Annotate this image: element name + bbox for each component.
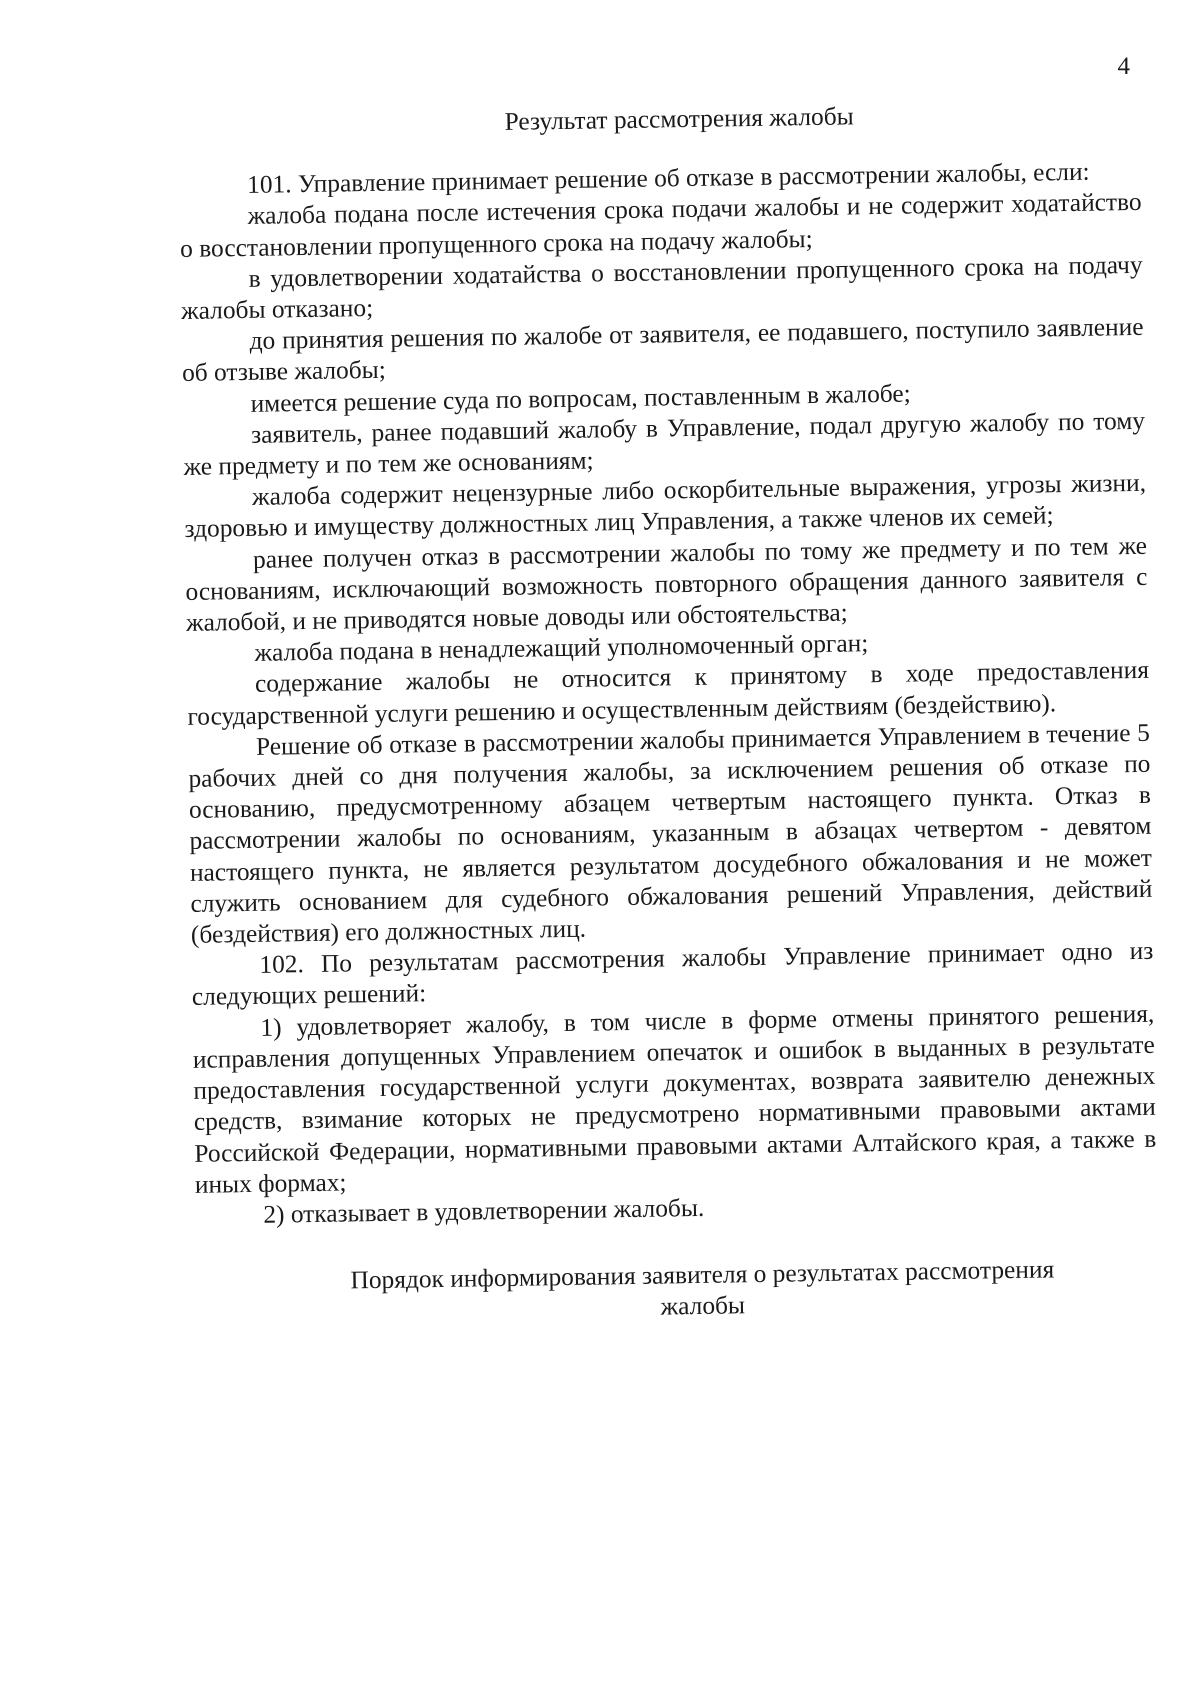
paragraph-ground-withdrawal: до принятия решения по жалобе от заявителя, ее подавшего, поступило заявление об отзыве жалобы; — [181, 313, 1144, 388]
section-heading-result: Результат рассмотрения жалобы — [504, 102, 854, 136]
page-number: 4 — [1117, 53, 1130, 80]
paragraph-ground-petition-denied: в удовлетворении ходатайства о восстановлении пропущенного срока на подачу жалобы отказано; — [180, 250, 1143, 325]
document-body — [178, 97, 1159, 1330]
paragraph-ground-duplicate: заявитель, ранее подавший жалобу в Управление, подал другую жалобу по тому же предмету и по тем же основаниям; — [183, 406, 1146, 481]
paragraph-ground-deadline: жалоба подана после истечения срока подачи жалобы и не содержит ходатайство о восстановлении пропущенного срока на подачу жалобы; — [179, 188, 1142, 263]
paragraph-102-intro: 102. По результатам рассмотрения жалобы Управление принимает одно из следующих решений: — [191, 937, 1154, 1012]
section-heading-informing-line2: жалобы — [660, 1291, 746, 1321]
section-heading-informing-line1: Порядок информирования заявителя о результатах рассмотрения — [350, 1255, 1055, 1295]
paragraph-ground-court-decision: имеется решение суда по вопросам, поставленным в жалобе; — [250, 379, 911, 418]
paragraph-decision-satisfy: 1) удовлетворяет жалобу, в том числе в форме отмены принятого решения, исправления допущенных Управлением опечаток и ошибок в выданных в результате предоставления государственной услуги документах, возврата заявителю денежных средств, взимание которых не предусмотрено нормативными правовыми актами Российской Федерации, нормативными правовыми актами Алтайского края, а также в иных формах; — [192, 999, 1157, 1199]
paragraph-ground-wrong-body: жалоба подана в ненадлежащий уполномоченный орган; — [254, 629, 869, 668]
paragraph-refusal-timing: Решение об отказе в рассмотрении жалобы принимается Управлением в течение 5 рабочих дней со дня получения жалобы, за исключением решения об отказе по основанию, предусмотренному абзацем четвертым настоящего пункта. Отказ в рассмотрении жалобы по основаниям, указанным в абзацах четвертом - девятом настоящего пункта, не является результатом досудебного обжалования и не может служить основанием для судебного обжалования решений Управления, действий (бездействия) его должностных лиц. — [188, 718, 1153, 949]
section-heading-informing — [196, 1253, 1159, 1331]
paragraph-101-intro: 101. Управление принимает решение об отказе в рассмотрении жалобы, если: — [246, 157, 1090, 200]
paragraph-ground-prior-refusal: ранее получен отказ в рассмотрении жалобы по тому же предмету и по тем же основаниям, исключающий возможность повторного обращения данного заявителя с жалобой, и не приводятся новые доводы или обстоятельства; — [185, 531, 1148, 637]
paragraph-ground-offensive: жалоба содержит нецензурные либо оскорбительные выражения, угрозы жизни, здоровью и имуществу должностных лиц Управления, а также членов их семей; — [184, 469, 1147, 544]
paragraph-ground-unrelated: содержание жалобы не относится к принятому в ходе предоставления государственной услуги решению и осуществленным действиям (бездействию). — [187, 656, 1150, 731]
paragraph-decision-refuse: 2) отказывает в удовлетворении жалобы. — [263, 1193, 705, 1229]
